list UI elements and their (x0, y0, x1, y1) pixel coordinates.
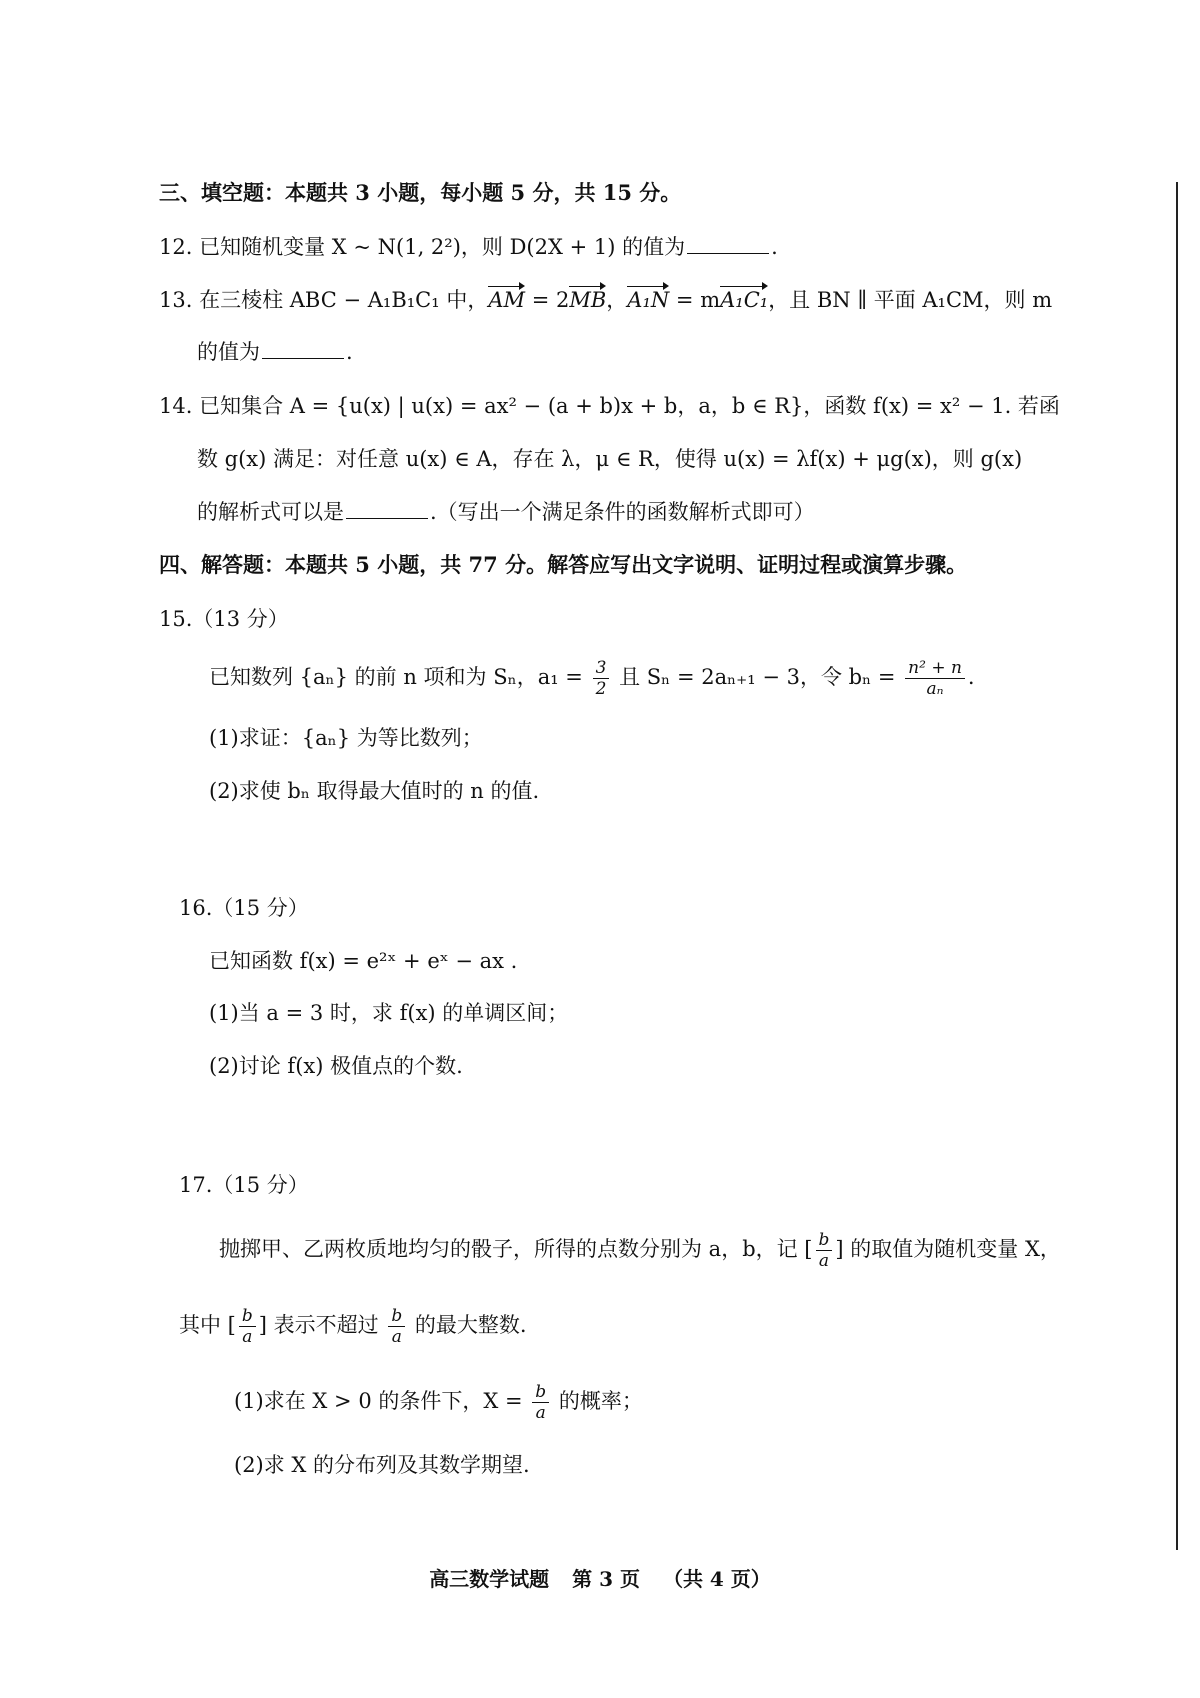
question-16-part1: (1)当 a = 3 时，求 f(x) 的单调区间； (209, 1001, 569, 1025)
q15-stem-c: . (967, 665, 975, 689)
page-footer (0, 1563, 1200, 1592)
question-17-line2 (179, 1306, 527, 1347)
question-17-part2: (2)求 X 的分布列及其数学期望. (234, 1453, 530, 1477)
q17-line2-c: 的最大整数. (414, 1313, 527, 1337)
question-15-label: 15.（13 分） (159, 607, 289, 631)
q13-line2: 的值为 (197, 340, 260, 364)
question-17-stem (219, 1230, 1061, 1271)
footer-page: 第 3 页 (572, 1567, 640, 1591)
question-12: 12. 已知随机变量 X ~ N(1, 2²)，则 D(2X + 1) 的值为 . (159, 235, 778, 259)
fraction-bn: $\frac{\text{n² + n}}{\text{aₙ}}$ (905, 658, 965, 699)
question-16-label: 16.（15 分） (179, 896, 309, 920)
section-3-heading: 三、填空题：本题共 3 小题，每小题 5 分，共 15 分。 (159, 180, 682, 205)
q13-eq2: = m (669, 288, 721, 312)
question-14-line2: 数 g(x) 满足：对任意 u(x) ∈ A，存在 λ，μ ∈ R，使得 u(x) = λf(x) + μg(x)，则 g(x) (197, 447, 1023, 471)
vector-a1n: A₁N (627, 285, 669, 315)
question-17-part1 (234, 1382, 643, 1423)
vector-am: AM (488, 285, 525, 315)
q17-line2-b: ] 表示不超过 (258, 1313, 379, 1337)
footer-total: （共 4 页） (662, 1567, 771, 1591)
q17-p1-b: 的概率； (558, 1389, 643, 1413)
fraction-b-over-a: $\frac{b}{a}$ (388, 1306, 405, 1347)
q17-p1-a: (1)求在 X > 0 的条件下，X = (234, 1389, 523, 1413)
q12-answer-blank (687, 235, 769, 254)
margin-rule (1176, 182, 1178, 1550)
q13-mid: ， (606, 288, 628, 312)
question-13 (159, 285, 1052, 315)
question-16-part2: (2)讨论 f(x) 极值点的个数. (209, 1054, 463, 1078)
q17-stem-a: 抛掷甲、乙两枚质地均匀的骰子，所得的点数分别为 a，b，记 [ (219, 1237, 813, 1261)
question-14-line3 (197, 497, 815, 527)
q12-text: 12. 已知随机变量 X ~ N(1, 2²)，则 D(2X + 1) 的值为 (159, 235, 686, 259)
footer-title: 高三数学试题 (429, 1567, 550, 1591)
q13-suffix: ，且 BN ∥ 平面 A₁CM，则 m (768, 288, 1053, 312)
q13-prefix: 13. 在三棱柱 ABC − A₁B₁C₁ 中， (159, 288, 489, 312)
question-14-line1: 14. 已知集合 A = {u(x) | u(x) = ax² − (a + b)x + b，a，b ∈ R}，函数 f(x) = x² − 1. 若函 (159, 394, 1060, 418)
fraction-b-over-a: $\frac{b}{a}$ (532, 1382, 549, 1423)
fraction-b-over-a: $\frac{b}{a}$ (816, 1230, 833, 1271)
vector-mb: MB (569, 285, 606, 315)
q17-stem-b: ] 的取值为随机变量 X， (835, 1237, 1061, 1261)
fraction-b-over-a: $\frac{b}{a}$ (239, 1306, 256, 1347)
q15-stem-b: 且 Sₙ = 2aₙ₊₁ − 3，令 bₙ = (619, 665, 896, 689)
vector-a1c1: A₁C₁ (720, 285, 768, 315)
question-15-part1: (1)求证：{aₙ} 为等比数列； (209, 726, 483, 750)
q15-stem-a: 已知数列 {aₙ} 的前 n 项和为 Sₙ，a₁ = (209, 665, 583, 689)
q13-eq1: = 2 (525, 288, 570, 312)
q13-answer-blank (262, 340, 344, 359)
question-13-line2: 的值为 . (197, 340, 353, 364)
q14-line3: 的解析式可以是 (197, 500, 344, 524)
question-16-stem: 已知函数 f(x) = e²ˣ + eˣ − ax . (209, 949, 518, 973)
question-15-part2: (2)求使 bₙ 取得最大值时的 n 的值. (209, 779, 540, 803)
q14-answer-blank (346, 500, 428, 519)
question-15-stem (209, 658, 975, 699)
fraction-3-over-2: $\frac{3}{2}$ (593, 658, 610, 699)
question-17-label: 17.（15 分） (179, 1173, 309, 1197)
section-4-heading: 四、解答题：本题共 5 小题，共 77 分。解答应写出文字说明、证明过程或演算步骤。 (159, 552, 968, 577)
q17-line2-a: 其中 [ (179, 1313, 236, 1337)
q14-tail: .（写出一个满足条件的函数解析式即可） (430, 500, 815, 524)
